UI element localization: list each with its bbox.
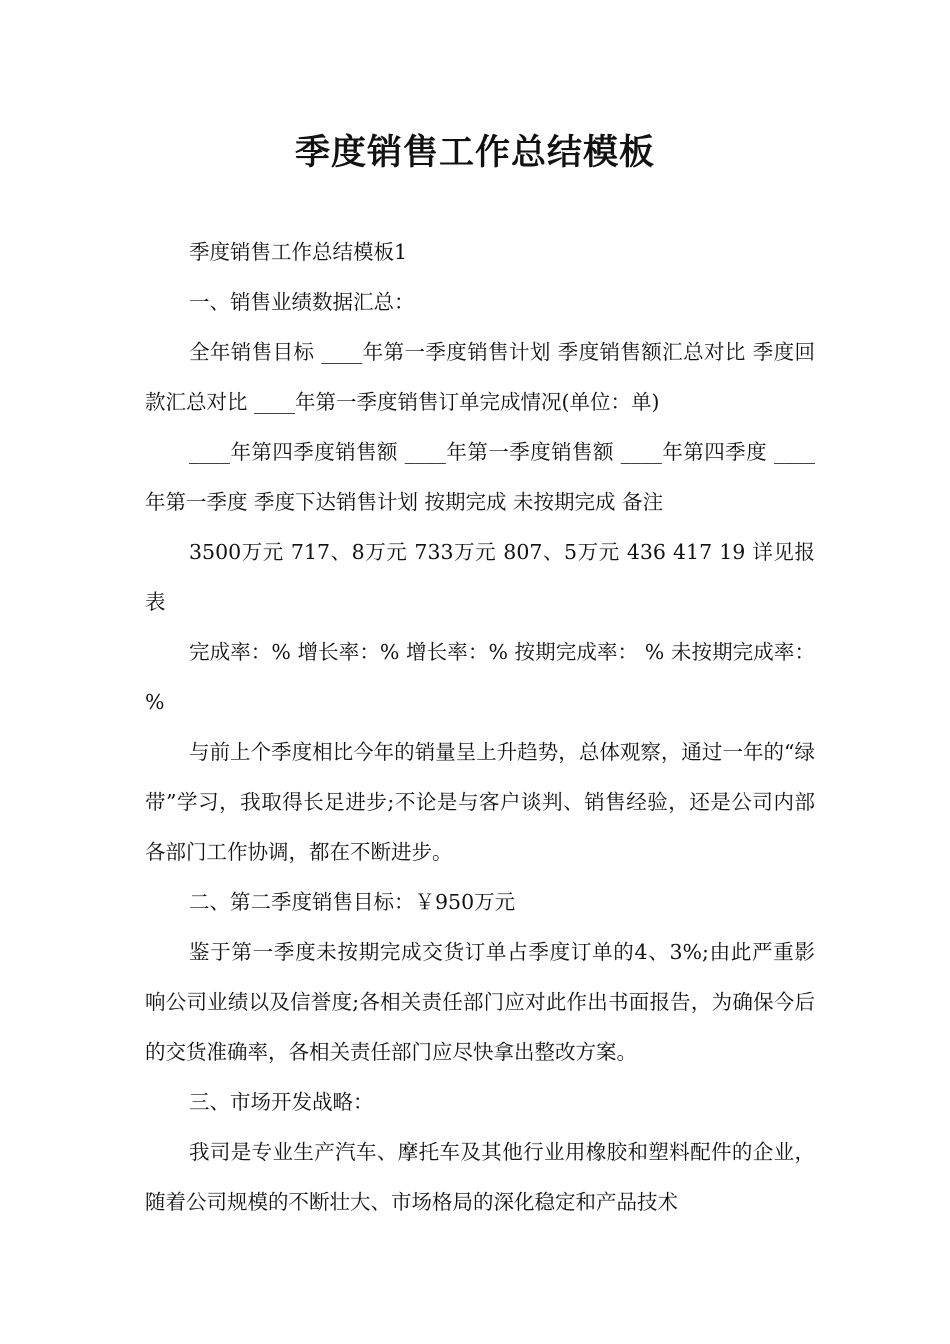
- paragraph-rates: 完成率：% 增长率：% 增长率：% 按期完成率： % 未按期完成率：%: [145, 640, 815, 714]
- document-title: 季度销售工作总结模板: [294, 132, 655, 173]
- section-heading-market-strategy: 三、市场开发战略：: [189, 1090, 374, 1114]
- document-body: [145, 227, 815, 1227]
- section-heading-q2-target: 二、第二季度销售目标：￥950万元: [189, 890, 516, 914]
- paragraph-subtitle: 季度销售工作总结模板1: [189, 240, 408, 264]
- paragraph-trend: 与前上个季度相比今年的销量呈上升趋势，总体观察，通过一年的“绿带”学习，我取得长足进步;不论是与客户谈判、销售经验，还是公司内部各部门工作协调，都在不断进步。: [145, 740, 815, 864]
- paragraph-delivery: 鉴于第一季度未按期完成交货订单占季度订单的4、3%;由此严重影响公司业绩以及信誉度;各相关责任部门应对此作出书面报告，为确保今后的交货准确率，各相关责任部门应尽快拿出整改方案。: [145, 940, 815, 1064]
- paragraph-table-header-2: ____年第四季度销售额 ____年第一季度销售额 ____年第四季度 ____年第一季度 季度下达销售计划 按期完成 未按期完成 备注: [145, 440, 815, 514]
- paragraph-table-values: 3500万元 717、8万元 733万元 807、5万元 436 417 19 详见报表: [145, 540, 815, 614]
- section-heading-sales-data: 一、销售业绩数据汇总：: [189, 290, 415, 314]
- paragraph-company-intro: 我司是专业生产汽车、摩托车及其他行业用橡胶和塑料配件的企业，随着公司规模的不断壮大、市场格局的深化稳定和产品技术: [145, 1140, 815, 1214]
- paragraph-table-header-1: 全年销售目标 ____年第一季度销售计划 季度销售额汇总对比 季度回款汇总对比 ____年第一季度销售订单完成情况(单位：单): [145, 340, 815, 414]
